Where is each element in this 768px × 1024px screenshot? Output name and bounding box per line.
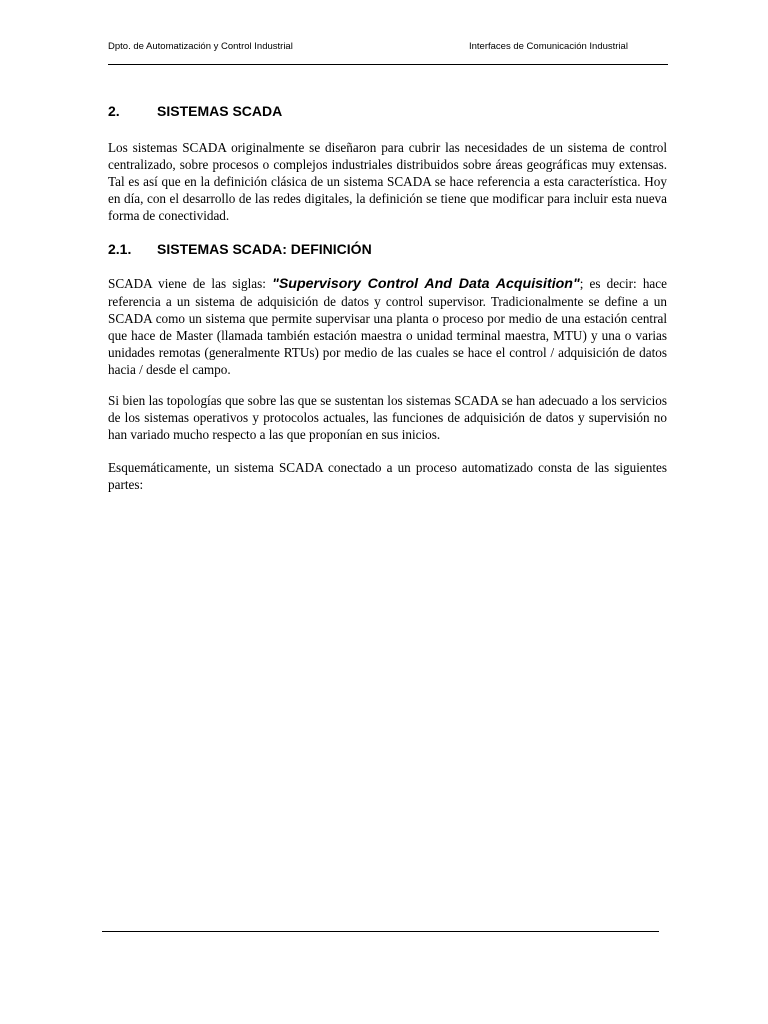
subsection-title: SISTEMAS SCADA: DEFINICIÓN	[157, 241, 372, 257]
scada-acronym-expansion: "Supervisory Control And Data Acquisition"	[272, 276, 580, 292]
definition-intro: SCADA viene de las siglas:	[108, 276, 273, 291]
topologies-paragraph: Si bien las topologías que sobre las que se sustentan los sistemas SCADA se han adecuado a los servicios de los sistemas operativos y protocolos actuales, las funciones de adquisición de datos y supervisión no han variado mucho respecto a las que proponían en sus inicios.	[108, 393, 667, 442]
footer-divider	[102, 931, 659, 932]
header-divider	[108, 64, 668, 65]
definition-paragraph	[108, 275, 667, 378]
header-course: Interfaces de Comunicación Industrial	[469, 41, 628, 52]
header-department: Dpto. de Automatización y Control Industrial	[108, 41, 293, 52]
subsection-number: 2.1.	[108, 241, 132, 257]
components-intro-paragraph: Esquemáticamente, un sistema SCADA conectado a un proceso automatizado consta de las siguientes partes:	[108, 460, 667, 492]
section-number: 2.	[108, 103, 120, 119]
section-title: SISTEMAS SCADA	[157, 103, 283, 119]
definition-body: ; es decir: hace referencia a un sistema de adquisición de datos y control supervisor. Tradicionalmente se define a un SCADA como un sistema que permite supervisar una planta o proceso por medio de una estación central que hace de Master (llamada también estación maestra o unidad terminal maestra, MTU) y una o varias unidades remotas (generalmente RTUs) por medio de las cuales se hace el control / adquisición de datos hacia / desde el campo.	[108, 276, 667, 377]
section-paragraph: Los sistemas SCADA originalmente se diseñaron para cubrir las necesidades de un sistema de control centralizado, sobre procesos o complejos industriales distribuidos sobre áreas geográficas muy extensas. Tal es así que en la definición clásica de un sistema SCADA se hace referencia a esta característica. Hoy en día, con el desarrollo de las redes digitales, la definición se tiene que modificar para incluir esta nueva forma de conectividad.	[108, 140, 667, 223]
